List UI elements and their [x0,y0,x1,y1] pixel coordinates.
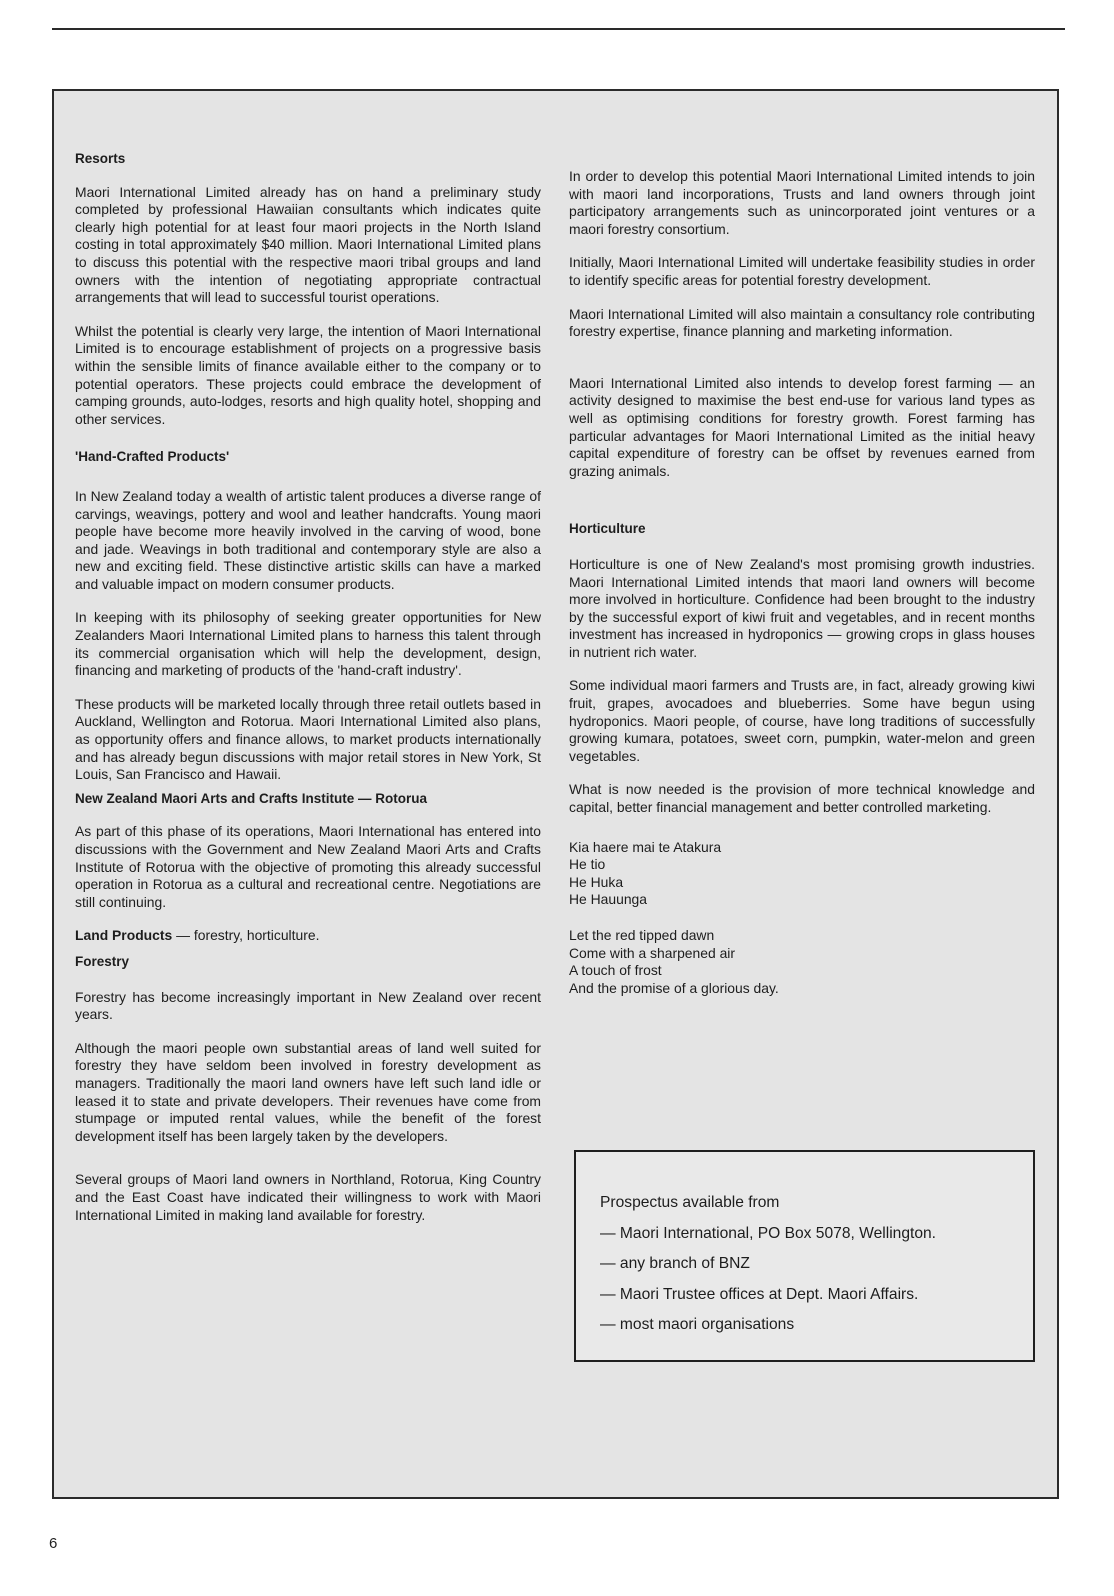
poem-line: And the promise of a glorious day. [569,979,779,996]
resorts-paragraph: Whilst the potential is clearly very large, the intention of Maori International Limited is to encourage establishment of projects on a progressive basis within the sensible limits of finance available either to the company or to potential operators. These projects could embrace the development of camping grounds, auto-lodges, resorts and high quality hotel, shopping and other services. [75,322,541,427]
top-rule [52,28,1065,30]
poem-line: A touch of frost [569,962,662,979]
forestry-cont-paragraph: In order to develop this potential Maori International Limited intends to join with maori land incorporations, Trusts and land owners through joint participatory arrangements such as unincorporated joint ventures or a maori forestry consortium. [569,168,1035,237]
right-column [569,168,1035,1011]
forestry-cont-paragraph: Maori International Limited also intends to develop forest farming — an activity designed to maximise the best end-use for various land types as well as optimising conditions for forestry growth. Forest farming has particular advantages for Maori International Limited as the initial heavy capital expenditure of forestry can be offset by revenues earned from grazing animals. [569,374,1035,479]
land-products-heading: Land Products [75,927,173,944]
horticulture-paragraph: Some individual maori farmers and Trusts are, in fact, already growing kiwi fruit, grapes, avocadoes and blueberries. Some have begun using hydroponics. Maori people, of course, have long traditions of successfully growing kumara, potatoes, sweet corn, pumpkin, water-melon and green vegetables. [569,677,1035,764]
prospectus-item: — most maori organisations [600,1316,795,1334]
left-column [75,150,541,1240]
horticulture-paragraph: Horticulture is one of New Zealand's most promising growth industries. Maori International Limited intends that maori land owners will become more involved in horticulture. Confidence had been brought to the industry by the successful export of kiwi fruit and vegetables, and in recent months investment has increased in hydroponics — growing crops in glass houses in nutrient rich water. [569,555,1035,660]
poem-line: He Huka [569,873,624,890]
arts-crafts-institute-heading: New Zealand Maori Arts and Crafts Institute — Rotorua [75,790,428,806]
prospectus-box [574,1150,1035,1362]
page-number: 6 [49,1535,58,1552]
hand-crafted-paragraph: In keeping with its philosophy of seeking greater opportunities for New Zealanders Maori International Limited plans to harness this talent through its commercial organisation which will help the development, design, financing and marketing of products of the 'hand-craft industry'. [75,609,541,679]
arts-crafts-institute-paragraph: As part of this phase of its operations, Maori International has entered into discussions with the Government and New Zealand Maori Arts and Crafts Institute of Rotorua with the objective of promoting this already successful operation in Rotorua as a cultural and recreational centre. Negotiations are still continuing. [75,823,541,910]
prospectus-item: — Maori International, PO Box 5078, Wellington. [600,1224,937,1242]
prospectus-item: — any branch of BNZ [600,1255,750,1273]
prospectus-item: — Maori Trustee offices at Dept. Maori Affairs. [600,1285,919,1303]
poem-line: Come with a sharpened air [569,944,736,961]
poem-english [569,927,1035,997]
poem-maori [569,839,1035,909]
poem-line: Kia haere mai te Atakura [569,838,722,855]
forestry-paragraph: Although the maori people own substantial areas of land well suited for forestry they have seldom been involved in forestry development as managers. Traditionally the maori land owners have left such land idle or leased it to state and private developers. Their revenues have come from stumpage or imputed rental values, while the benefit of the forest development itself has been largely taken by the developers. [75,1039,541,1144]
hand-crafted-paragraph: These products will be marketed locally through three retail outlets based in Auckland, Wellington and Rotorua. Maori International Limited also plans, as opportunity offers and finance allows, to market products internationally and has already begun discussions with major retail stores in New York, St Louis, San Francisco and Hawaii. [75,695,541,783]
forestry-cont-paragraph: Maori International Limited will also maintain a consultancy role contributing forestry expertise, finance planning and marketing information. [569,305,1035,340]
hand-crafted-paragraph: In New Zealand today a wealth of artistic talent produces a diverse range of carvings, weavings, pottery and wool and leather handcrafts. Young maori people have become more heavily involved in the carving of wood, bone and jade. Weavings in both traditional and contemporary style are also a new and exciting field. These distinctive artistic skills can have a marked and valuable impact on modern consumer products. [75,487,541,592]
resorts-heading: Resorts [75,151,126,166]
forestry-heading: Forestry [75,953,130,969]
resorts-paragraph: Maori International Limited already has on hand a preliminary study completed by professional Hawaiian consultants which indicates quite clearly high potential for at least four maori projects in the North Island costing in total approximately $40 million. Maori International Limited plans to discuss this potential with the respective maori tribal groups and land owners with the intention of negotiating appropriate contractual arrangements that will lead to successful tourist operations. [75,183,541,306]
prospectus-title: Prospectus available from [600,1194,780,1211]
land-products-line [75,927,541,945]
forestry-paragraph: Forestry has become increasingly important in New Zealand over recent years. [75,988,541,1023]
hand-crafted-heading: 'Hand-Crafted Products' [75,449,230,465]
forestry-paragraph: Several groups of Maori land owners in Northland, Rotorua, King Country and the East Coast have indicated their willingness to work with Maori International Limited in making land available for forestry. [75,1171,541,1223]
horticulture-paragraph: What is now needed is the provision of more technical knowledge and capital, better financial management and better controlled marketing. [569,781,1035,816]
horticulture-heading: Horticulture [569,521,646,537]
poem-line: He tio [569,856,606,873]
forestry-cont-paragraph: Initially, Maori International Limited will undertake feasibility studies in order to identify specific areas for potential forestry development. [569,254,1035,288]
land-products-subtitle: — forestry, horticulture. [172,927,320,944]
poem-line: He Hauunga [569,891,647,908]
poem-line: Let the red tipped dawn [569,927,715,943]
